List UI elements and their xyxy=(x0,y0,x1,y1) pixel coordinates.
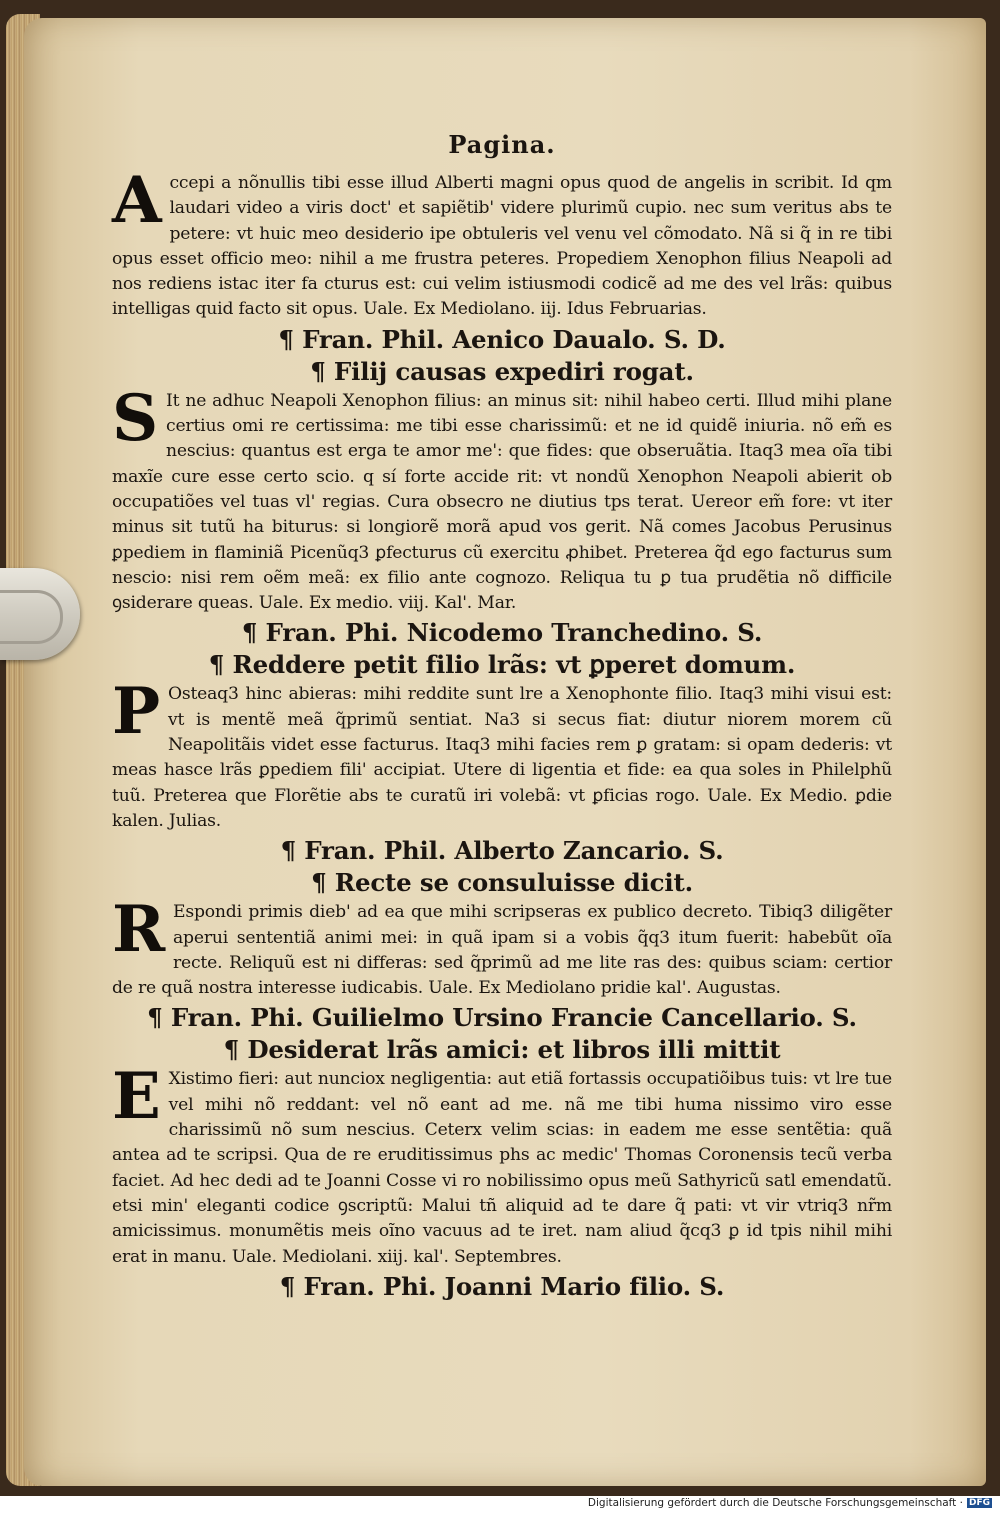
drop-initial: E xyxy=(112,1059,161,1135)
letter-text: Osteaq3 hinc abieras: mihi reddite sunt lre a Xenophonte filio. Itaq3 mihi visui est: vt is mentẽ meã q̃primũ sentiat. Na3 si secus fiat: diutur niorem morem cũ Neapolitãis videt esse facturus. Itaq3 mihi facies rem ꝑ gratam: si opam dederis: vt meas hasce lrãs ꝑpediem fili' accipiat. Utere di ligentia et fide: ea qua soles in Philelphũ tuũ. Preterea que Florẽtie abs te curatũ iri volebã: vt ꝑficias rogo. Uale. Ex Medio. ꝑdie kalen. Julias. xyxy=(112,684,892,831)
drop-initial: R xyxy=(112,892,165,968)
letter-body xyxy=(112,380,892,617)
letter-heading: ¶ Fran. Phi. Joanni Mario filio. S. xyxy=(279,1271,725,1301)
drop-initial: S xyxy=(112,380,159,456)
drop-initial: A xyxy=(112,163,162,238)
page-text xyxy=(112,120,892,1302)
drop-initial: P xyxy=(112,674,160,750)
letter-heading: ¶ Fran. Phi. Nicodemo Tranchedino. S. xyxy=(241,618,763,648)
letter-subheading: ¶ Recte se consuluisse dicit. xyxy=(311,868,693,898)
page-clip-wire xyxy=(0,590,63,644)
letter-body xyxy=(112,1059,892,1269)
dfg-logo[interactable]: DFG xyxy=(968,1498,990,1508)
letter-text: It ne adhuc Neapoli Xenophon filius: an minus sit: nihil habeo certi. Illud mihi plane certius omi re certissima: me tibi esse charissimũ: et ne id quidẽ iniuria. nõ em̃ es nescius: quantus est erga te amor me': que fides: que obseruãtia. Itaq3 mea oĩa tibi maxĩe cure esse certo scio. q sí forte accide rit: vt nondũ Xenophon Neapoli abierit ob occupatiões vel tuas vl' regias. Cura obsecro ne diutius tps terat. Uereor em̃ fore: vt iter minus sit tutũ ha biturus: si longiorẽ morã apud vos gerit. Nã comes Jacobus Perusinus ꝑpediem in flaminiã Picenũq3 ꝑfecturus cũ exercitu ꝓhibet. Preterea q̃d ego facturus sum nescio: nisi rem oẽm meã: ex filio ante cognozo. Reliqua tu ꝑ tua prudẽtia nõ difficile ꝯsiderare queas. Uale. Ex medio. viij. Kal'. Mar. xyxy=(112,390,892,614)
letter-text: Xistimo fieri: aut nunciox negligentia: aut etiã fortassis occupatiõibus tuis: vt lre tue vel mihi nõ reddant: vel nõ eant ad me. nã me tibi huma nissimo viro esse charissimũ nõ sum nescius. Ceterx velim scias: in eadem me esse sentẽtia: quã antea ad te scripsi. Qua de re eruditissimus phs ac medic' Thomas Coronensis tecũ verba faciet. Ad hec dedi ad te Joanni Cosse vi ro nobilissimo opus meũ Sathyricũ satl emendatũ. etsi min' eleganti codice ꝯscriptũ: Malui tñ aliquid ad te dare q̃ pati: vt vir vtriq3 nr̃m amicissimus. monumẽtis meis oĩno vacuus ad te iret. nam aliud q̃cq3 ꝑ id tpis nihil mihi erat in manu. Uale. Mediolani. xiij. kal'. Septembres. xyxy=(112,1069,892,1267)
letter-heading: ¶ Fran. Phil. Alberto Zancario. S. xyxy=(280,836,724,866)
letter-subheading: ¶ Reddere petit filio lrãs: vt ꝑperet domum. xyxy=(208,650,796,680)
letter-heading: ¶ Fran. Phi. Guilielmo Ursino Francie Cancellario. S. xyxy=(147,1003,857,1033)
footer-credit xyxy=(588,1497,992,1509)
letter-body xyxy=(112,674,892,834)
letter xyxy=(112,674,892,898)
letter-subheading: ¶ Desiderat lrãs amici: et libros illi mittit xyxy=(223,1035,781,1065)
letter-heading: ¶ Fran. Phil. Aenico Daualo. S. D. xyxy=(278,324,726,354)
letter-subheading: ¶ Filij causas expediri rogat. xyxy=(310,356,694,386)
letter-text: ccepi a nõnullis tibi esse illud Alberti magni opus quod de angelis in scribit. Id qm laudari video a viris doct' et sapiẽtib' videre plurimũ cupio. nec sum veritus abs te petere: vt huic meo desiderio ipe obtuleris vel venu vel cõmodato. Nã si q̃ in re tibi opus esset officio meo: nihil a me frustra peteres. Propediem Xenophon filius Neapoli ad nos rediens istac iter fa cturus est: cui velim istiusmodi codicẽ ad me des vel lrãs: quibus intelligas quid facto sit opus. Uale. Ex Mediolano. iij. Idus Februarias. xyxy=(112,173,892,320)
page-head: Pagina. xyxy=(448,130,556,159)
letter xyxy=(112,892,892,1065)
letter-text: Espondi primis dieb' ad ea que mihi scripseras ex publico decreto. Tibiq3 diligẽter aperui sententiã animi mei: in quã ipam si a vobis q̃q3 itum fuerit: habebũt oĩa recte. Reliquũ est ni differas: sed q̃primũ ad me lite ras des: quibus sciam: certior de re quã nostra interesse iudicabis. Uale. Ex Mediolano pridie kal'. Augustas. xyxy=(112,902,892,999)
letter xyxy=(112,1059,892,1301)
letter xyxy=(112,380,892,681)
footer-text: Digitalisierung gefördert durch die Deutsche Forschungsgemeinschaft · xyxy=(587,1497,963,1509)
letter-body xyxy=(112,163,892,323)
letter-body xyxy=(112,892,892,1001)
letter xyxy=(112,163,892,387)
